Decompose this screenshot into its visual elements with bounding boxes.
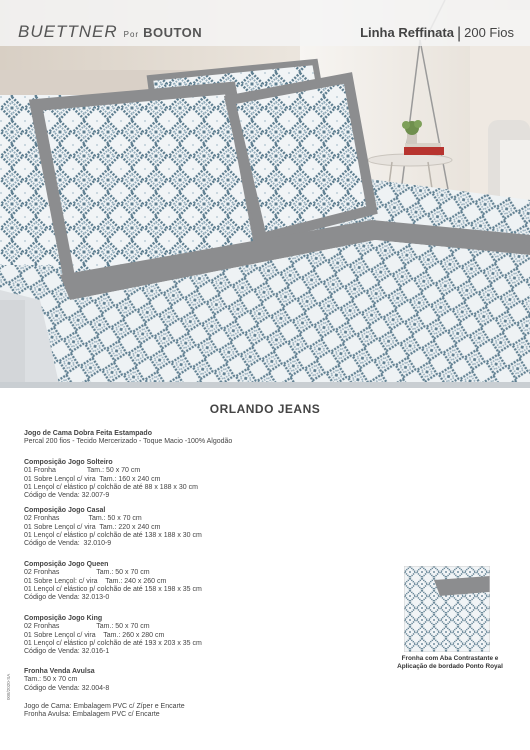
composition-line: Código de Venda: 32.016-1 — [24, 648, 110, 656]
composition-line: 01 Sobre Lençol: c/ vira Tam.: 240 x 260 cm — [24, 577, 167, 585]
composition-line: 01 Lençol c/ elástico p/ colchão de até 158 x 198 x 35 cm — [24, 585, 202, 593]
composition-title: Composição Jogo Queen — [24, 561, 109, 568]
side-code: 008/2020-SA — [6, 673, 11, 700]
composition-line: 01 Sobre Lençol c/ vira Tam.: 160 x 240 cm — [24, 475, 161, 483]
composition-line: Código de Venda: 32.007-9 — [24, 492, 110, 500]
composition-line: 02 Fronhas Tam.: 50 x 70 cm — [24, 623, 150, 631]
product-intro — [24, 430, 232, 447]
composition-title: Composição Jogo Solteiro — [24, 459, 113, 466]
header-bar — [0, 0, 530, 46]
brand-por: Por — [123, 30, 140, 39]
composition-solteiro — [24, 459, 198, 500]
detail-caption — [394, 655, 506, 671]
caption-line: Fronha com Aba Contrastante e — [401, 655, 499, 662]
composition-line: 01 Lençol c/ elástico p/ colchão de até 138 x 188 x 30 cm — [24, 531, 202, 539]
composition-line: Código de Venda: 32.010-9 — [24, 540, 112, 548]
composition-casal — [24, 507, 202, 548]
product-line — [360, 24, 514, 42]
composition-queen — [24, 561, 202, 602]
product-heading: Jogo de Cama Dobra Feita Estampado — [24, 430, 152, 437]
packaging-line: Jogo de Cama: Embalagem PVC c/ Zíper e Encarte — [24, 703, 185, 710]
composition-line: 01 Sobre Lençol c/ vira Tam.: 260 x 280 cm — [24, 631, 165, 639]
composition-title: Composição Jogo Casal — [24, 507, 106, 514]
composition-line: 02 Fronhas Tam.: 50 x 70 cm — [24, 569, 150, 577]
composition-king — [24, 615, 202, 656]
brand-name: BUETTNER — [18, 22, 118, 41]
composition-line: 01 Lençol c/ elástico p/ colchão de até 193 x 203 x 35 cm — [24, 639, 202, 647]
composition-title: Composição Jogo King — [24, 615, 103, 622]
composition-line: 01 Fronha Tam.: 50 x 70 cm — [24, 467, 141, 475]
brand-bouton: BOUTON — [143, 25, 203, 40]
caption-line: Aplicação de bordado Ponto Royal — [397, 663, 503, 670]
composition-line: Código de Venda: 32.013-0 — [24, 594, 110, 602]
packaging-info — [24, 703, 185, 720]
pillow-detail-photo — [404, 566, 490, 652]
composition-fronha-avulsa — [24, 668, 109, 693]
line-name: Linha Reffinata — [360, 25, 454, 40]
line-separator: | — [456, 25, 462, 42]
composition-line: 02 Fronhas Tam.: 50 x 70 cm — [24, 515, 142, 523]
composition-line: 01 Lençol c/ elástico p/ colchão de até 88 x 188 x 30 cm — [24, 483, 198, 491]
composition-line: Código de Venda: 32.004-8 — [24, 684, 110, 692]
product-description: Percal 200 fios - Tecido Mercerizado - Toque Macio -100% Algodão — [24, 438, 233, 446]
composition-line: Tam.: 50 x 70 cm — [24, 676, 78, 684]
composition-title: Fronha Venda Avulsa — [24, 668, 95, 675]
line-fios: 200 Fios — [464, 25, 514, 40]
brand-logo — [18, 22, 202, 42]
composition-line: 01 Sobre Lençol c/ vira Tam.: 220 x 240 cm — [24, 523, 161, 531]
product-name: ORLANDO JEANS — [209, 402, 321, 416]
packaging-line: Fronha Avulsa: Embalagem PVC c/ Encarte — [24, 711, 160, 719]
